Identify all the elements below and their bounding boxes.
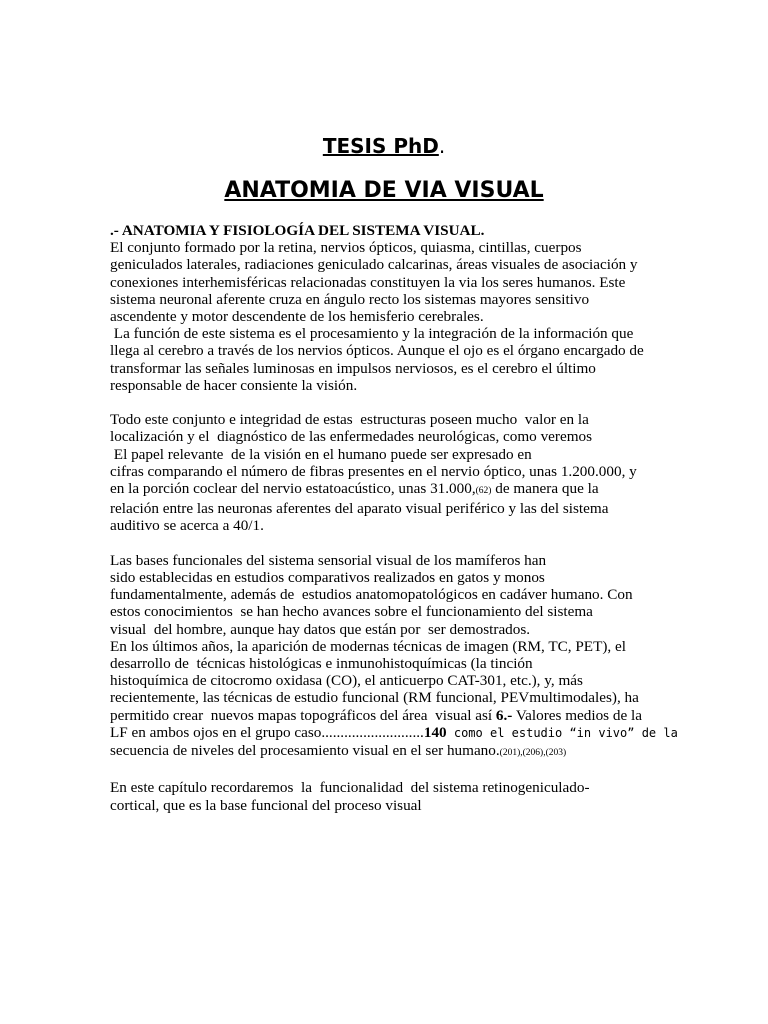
text-line: Las bases funcionales del sistema sensorial visual de los mamíferos han [110, 551, 547, 569]
text-line: geniculados laterales, radiaciones geniculado calcarinas, áreas visuales de asociación y [110, 256, 638, 274]
text-line: El conjunto formado por la retina, nervios ópticos, quiasma, cintillas, cuerpos [110, 239, 582, 257]
thesis-title [0, 134, 768, 158]
text-line: cifras comparando el número de fibras presentes en el nervio óptico, unas 1.200.000, y [110, 462, 637, 480]
document-subtitle: ANATOMIA DE VIA VISUAL [224, 178, 544, 203]
paragraph-4 [110, 779, 670, 813]
text-line: El papel relevante de la visión en el humano puede ser expresado en [110, 445, 532, 463]
text-line: fundamentalmente, además de estudios anatomopatológicos en cadáver humano. Con [110, 586, 633, 604]
text-line [110, 480, 670, 500]
text-line: desarrollo de técnicas histológicas e inmunohistoquímicas (la tinción [110, 655, 533, 673]
text-line [110, 723, 678, 742]
paragraph-2 [110, 411, 670, 534]
text-line: localización y el diagnóstico de las enfermedades neurológicas, como veremos [110, 428, 593, 446]
text-line: recientemente, las técnicas de estudio funcional (RM funcional, PEVmultimodales), ha [110, 689, 639, 707]
thesis-title-text: TESIS PhD [322, 134, 439, 158]
text-line: En este capítulo recordaremos la funcionalidad del sistema retinogeniculado- [110, 779, 590, 797]
citation-ref: (201),(206),(203) [499, 748, 567, 759]
text-fragment: de manera que la [491, 480, 599, 498]
mono-fragment: como el estudio “in vivo” de la [446, 725, 678, 740]
thesis-title-dot: . [438, 134, 446, 158]
bold-fragment: 6.- [495, 706, 513, 724]
text-fragment: LF en ambos ojos en el grupo caso........................... [110, 723, 424, 741]
text-line: visual del hombre, aunque hay datos que están por ser demostrados. [110, 620, 531, 638]
document-body [110, 222, 678, 814]
text-line: histoquímica de citocromo oxidasa (CO), el anticuerpo CAT-301, etc.), y, más [110, 672, 583, 690]
paragraph-spacer [110, 394, 670, 411]
text-line: relación entre las neuronas aferentes del aparato visual periférico y las del sistema [110, 500, 609, 518]
text-line: ascendente y motor descendente de los hemisferio cerebrales. [110, 308, 484, 326]
paragraph-spacer [110, 762, 670, 779]
text-fragment: secuencia de niveles del procesamiento visual en el ser humano. [110, 742, 500, 760]
paragraph-1 [110, 239, 670, 394]
text-line: auditivo se acerca a 40/1. [110, 517, 264, 535]
text-line: En los últimos años, la aparición de modernas técnicas de imagen (RM, TC, PET), el [110, 637, 626, 655]
text-line: llega al cerebro a través de los nervios ópticos. Aunque el ojo es el órgano encargado de [110, 342, 644, 360]
text-fragment: permitido crear nuevos mapas topográficos del área visual así [110, 706, 496, 724]
text-line: sistema neuronal aferente cruza en ángulo recto los sistemas mayores sensitivo [110, 290, 590, 308]
text-line [110, 707, 670, 724]
text-line: transformar las señales luminosas en impulsos nerviosos, es el cerebro el último [110, 359, 596, 377]
text-line: La función de este sistema es el procesamiento y la integración de la información que [110, 325, 634, 343]
bold-fragment: 140 [423, 723, 447, 741]
text-line: cortical, que es la base funcional del proceso visual [110, 796, 422, 814]
text-line: conexiones interhemisféricas relacionadas constituyen la via los seres humanos. Este [110, 273, 626, 291]
text-line: estos conocimientos se han hecho avances sobre el funcionamiento del sistema [110, 603, 593, 621]
paragraph-spacer [110, 535, 670, 552]
text-line: sido establecidas en estudios comparativos realizados en gatos y monos [110, 569, 545, 587]
text-fragment: en la porción coclear del nervio estatoacústico, unas 31.000, [110, 480, 476, 498]
paragraph-3 [110, 551, 678, 762]
citation-ref: (62) [475, 486, 492, 497]
text-line [110, 742, 670, 762]
text-line: Todo este conjunto e integridad de estas estructuras poseen mucho valor en la [110, 411, 589, 429]
text-fragment: Valores medios de la [512, 706, 642, 724]
section-heading: .- ANATOMIA Y FISIOLOGÍA DEL SISTEMA VISUAL. [110, 222, 485, 239]
text-line: responsable de hacer consiente la visión. [110, 376, 358, 394]
